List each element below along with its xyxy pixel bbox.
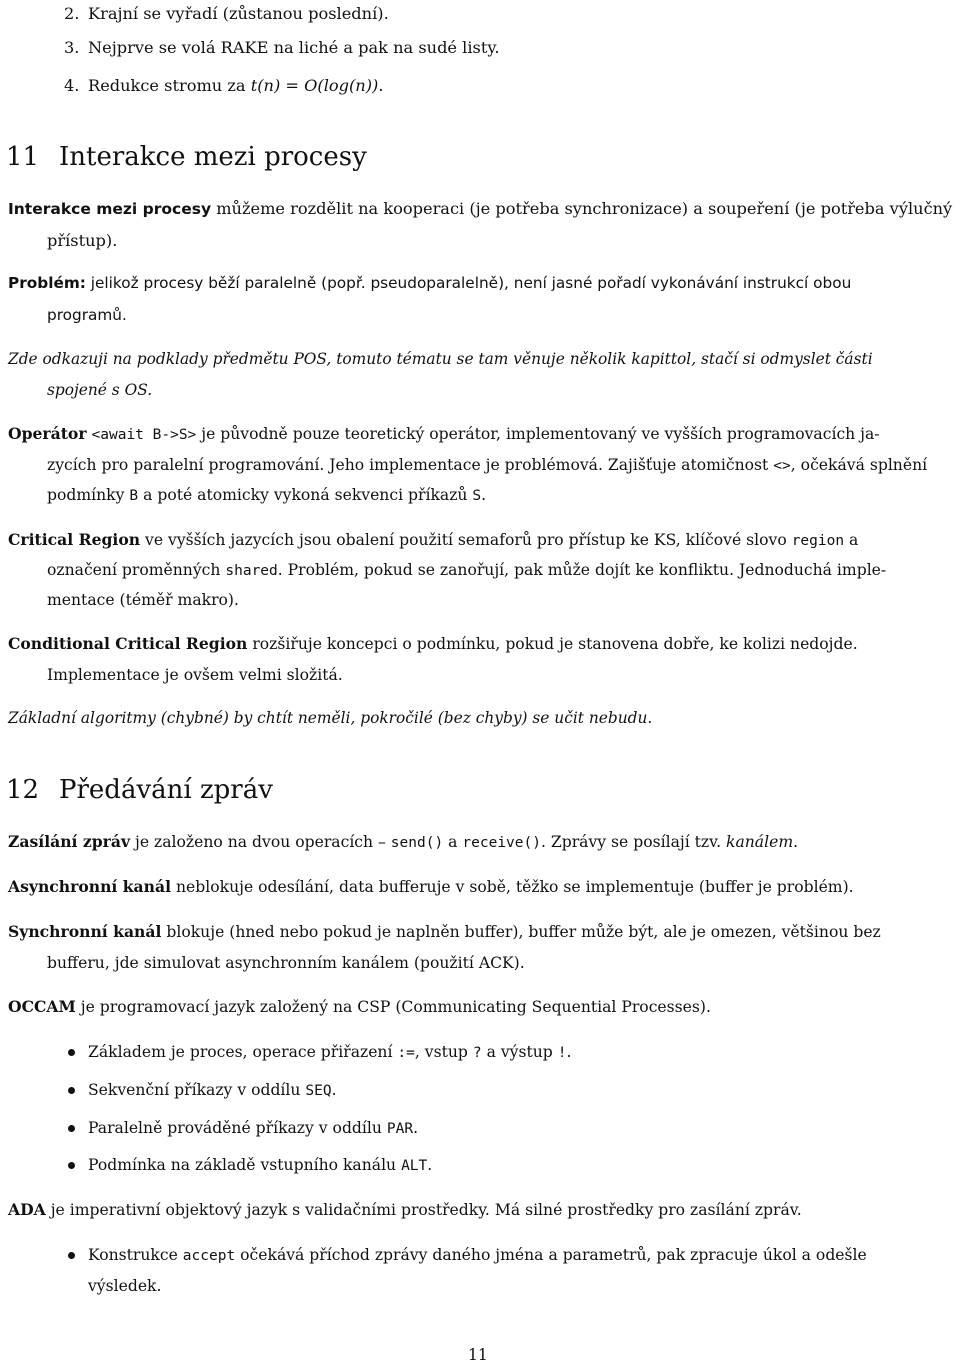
paragraph-continuation: přístup). — [47, 231, 118, 250]
list-item-text: Krajní se vyřadí (zůstanou poslední). — [88, 4, 389, 23]
paragraph-continuation: mentace (téměř makro). — [47, 591, 239, 609]
paragraph: OCCAM je programovací jazyk založený na CSP (Communicating Sequential Processes). — [8, 997, 711, 1016]
inline-code: shared — [225, 563, 278, 579]
math-expression: t(n) = O(log(n)) — [250, 76, 379, 95]
list-item: Podmínka na základě vstupního kanálu ALT. — [88, 1156, 433, 1174]
inline-code: accept — [182, 1248, 236, 1264]
paragraph: Interakce mezi procesy můžeme rozdělit na kooperaci (je potřeba synchronizace) a soupeření (je potřeba výlučný — [8, 199, 953, 218]
bullet-icon — [68, 1049, 75, 1056]
section-heading — [6, 140, 367, 174]
paragraph-italic: Základní algoritmy (chybné) by chtít neměli, pokročilé (bez chyby) se učit nebudu. — [8, 709, 653, 727]
bullet-icon — [68, 1125, 75, 1132]
bullet-icon — [68, 1252, 75, 1259]
paragraph-continuation: Implementace je ovšem velmi složitá. — [47, 666, 343, 684]
page-number: 11 — [468, 1346, 488, 1364]
paragraph: Conditional Critical Region rozšiřuje koncepci o podmínku, pokud je stanovena dobře, ke kolizi nedojde. — [8, 634, 858, 653]
inline-code: <await B->S> — [91, 427, 197, 443]
bullet-icon — [68, 1162, 75, 1169]
list-item: Konstrukce accept očekává příchod zprávy daného jména a parametrů, pak zpracuje úkol a odešle — [88, 1246, 867, 1264]
list-number: 3. — [64, 38, 80, 57]
paragraph: Asynchronní kanál neblokuje odesílání, data bufferuje v sobě, těžko se implementuje (buffer je problém). — [8, 877, 854, 896]
list-item: Paralelně prováděné příkazy v oddílu PAR. — [88, 1119, 419, 1137]
paragraph-italic: Zde odkazuji na podklady předmětu POS, tomuto tématu se tam věnuje několik kapittol, stačí si odmyslet části — [8, 350, 873, 368]
list-item-text: Nejprve se volá RAKE na liché a pak na sudé listy. — [88, 38, 500, 57]
paragraph: Problém: jelikož procesy běží paralelně (popř. pseudoparalelně), není jasné pořadí vykonávání instrukcí obou — [8, 274, 852, 292]
inline-code: receive() — [462, 835, 541, 851]
section-heading — [6, 773, 273, 807]
list-item: Základem je proces, operace přiřazení :=, vstup ? a výstup !. — [88, 1043, 572, 1061]
list-item-text: Redukce stromu za t(n) = O(log(n)). — [88, 76, 384, 95]
inline-code: S — [472, 488, 482, 504]
paragraph-continuation: zycích pro paralelní programování. Jeho implementace je problémová. Zajišťuje atomičnost <>, očekává splnění — [47, 456, 928, 474]
inline-code: <> — [773, 458, 791, 474]
inline-code: send() — [390, 835, 444, 851]
paragraph-continuation: označení proměnných shared. Problém, pokud se zanořují, pak může dojít ke konfliktu. Jednoduchá imple- — [47, 561, 887, 579]
paragraph: Zasílání zpráv je založeno na dvou operacích – send() a receive(). Zprávy se posílají tzv. kanálem. — [8, 832, 799, 851]
paragraph: Critical Region ve vyšších jazycích jsou obalení použití semaforů pro přístup ke KS, klíčové slovo region a — [8, 530, 859, 549]
paragraph-continuation: spojené s OS. — [47, 381, 153, 399]
paragraph: Synchronní kanál blokuje (hned nebo pokud je naplněn buffer), buffer může být, ale je omezen, většinou bez — [8, 922, 881, 941]
inline-code: region — [791, 533, 845, 549]
section-number: 11 — [6, 142, 40, 172]
paragraph-continuation: podmínky B a poté atomicky vykoná sekvenci příkazů S. — [47, 486, 487, 504]
inline-code: B — [129, 488, 139, 504]
paragraph: Operátor <await B->S> je původně pouze teoretický operátor, implementovaný ve vyšších programovacích ja- — [8, 424, 880, 443]
paragraph: ADA je imperativní objektový jazyk s validačními prostředky. Má silné prostředky pro zasílání zpráv. — [8, 1200, 802, 1219]
section-title: Interakce mezi procesy — [59, 142, 367, 172]
list-number: 4. — [64, 76, 80, 95]
list-item-continuation: výsledek. — [88, 1277, 162, 1295]
list-item: Sekvenční příkazy v oddílu SEQ. — [88, 1081, 337, 1099]
bullet-icon — [68, 1087, 75, 1094]
list-number: 2. — [64, 4, 80, 23]
section-title: Předávání zpráv — [59, 775, 273, 805]
paragraph-continuation: bufferu, jde simulovat asynchronním kanálem (použití ACK). — [47, 954, 525, 972]
paragraph-continuation: programů. — [47, 306, 127, 324]
section-number: 12 — [6, 775, 40, 805]
